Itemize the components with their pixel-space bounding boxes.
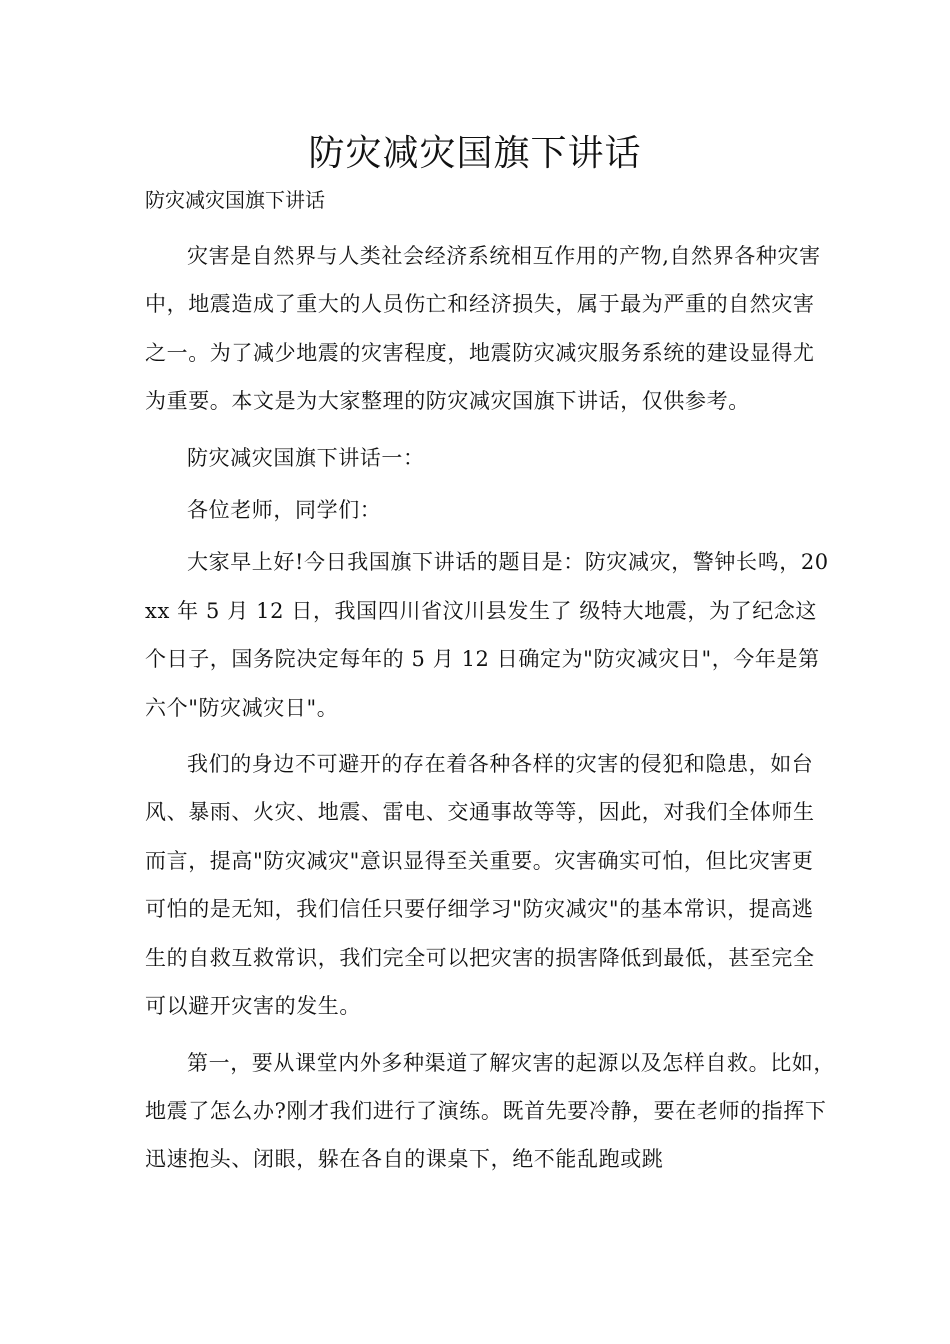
paragraph-opening: 大家早上好!今日我国旗下讲话的题目是：防灾减灾，警钟长鸣，20xx 年 5 月 12 日，我国四川省汶川县发生了 级特大地震，为了纪念这个日子，国务院决定每年的 5 月 12 日确定为"防灾减灾日"，今年是第六个"防灾减灾日"。 [145,550,829,720]
document-body [145,232,835,1192]
paragraph-intro: 灾害是自然界与人类社会经济系统相互作用的产物,自然界各种灾害中，地震造成了重大的人员伤亡和经济损失，属于最为严重的自然灾害之一。为了减少地震的灾害程度，地震防灾减灾服务系统的建设显得尤为重要。本文是为大家整理的防灾减灾国旗下讲话，仅供参考。 [145,244,821,414]
document-title: 防灾减灾国旗下讲话 [308,133,642,174]
paragraph-hazards: 我们的身边不可避开的存在着各种各样的灾害的侵犯和隐患，如台风、暴雨、火灾、地震、雷电、交通事故等等，因此，对我们全体师生而言，提高"防灾减灾"意识显得至关重要。灾害确实可怕，但比灾害更可怕的是无知，我们信任只要仔细学习"防灾减灾"的基本常识，提高逃生的自救互救常识，我们完全可以把灾害的损害降低到最低，甚至完全可以避开灾害的发生。 [145,752,815,1019]
paragraph-greeting: 各位老师，同学们： [187,498,382,523]
paragraph-first-point: 第一，要从课堂内外多种渠道了解灾害的起源以及怎样自救。比如，地震了怎么办?刚才我们进行了演练。既首先要冷静，要在老师的指挥下迅速抱头、闭眼，躲在各自的课桌下，绝不能乱跑或跳 [145,1050,835,1172]
paragraph-heading-speech-one: 防灾减灾国旗下讲话一： [187,445,425,470]
document-subtitle: 防灾减灾国旗下讲话 [145,188,325,212]
